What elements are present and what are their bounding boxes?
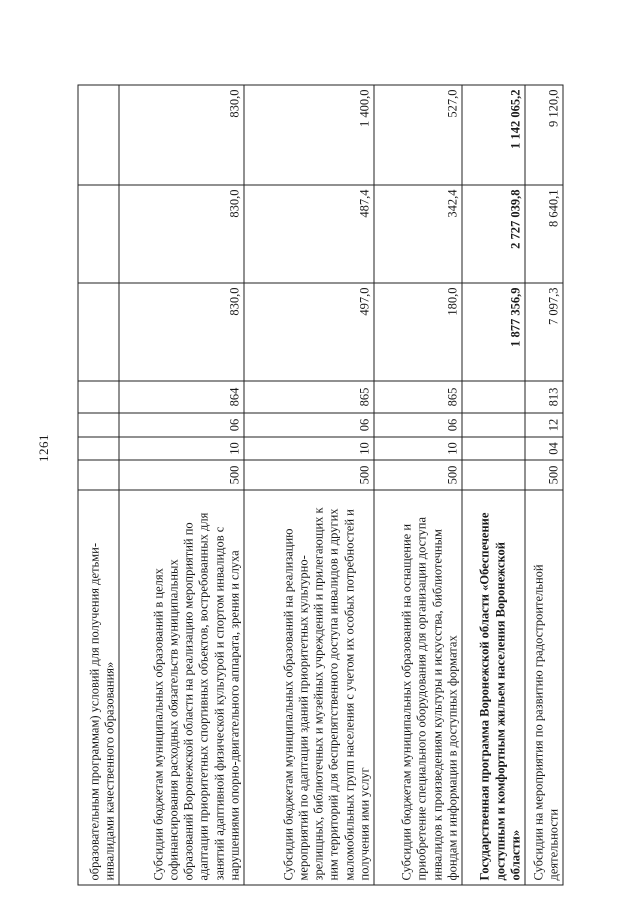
cell-vr: 865 — [244, 381, 374, 413]
cell-value-2: 342,4 — [374, 185, 462, 283]
cell-cs: 12 — [525, 413, 563, 437]
cell-value-2 — [78, 185, 119, 283]
cell-rz: 500 — [244, 460, 374, 490]
table-row — [462, 85, 525, 885]
cell-rz: 500 — [525, 460, 563, 490]
cell-pr: 04 — [525, 437, 563, 460]
cell-cs: 06 — [374, 413, 462, 437]
cell-value-1 — [78, 283, 119, 381]
cell-pr — [78, 437, 119, 460]
cell-rz: 500 — [119, 460, 244, 490]
cell-value-1: 1 877 356,9 — [462, 283, 525, 381]
cell-vr — [462, 381, 525, 413]
cell-rz — [78, 460, 119, 490]
cell-value-2: 830,0 — [119, 185, 244, 283]
cell-value-3: 9 120,0 — [525, 85, 563, 185]
row-name: Государственная программа Воронежской области «Обеспечение доступным и комфортным жильем населения Воронежской области» — [462, 490, 525, 885]
row-name: Субсидии бюджетам муниципальных образований на оснащение и приобретение специального оборудования для организации доступа инвалидов к произведениям культуры и искусства, библиотечным фондам и информации в доступных форматах — [374, 490, 462, 885]
cell-value-2: 8 640,1 — [525, 185, 563, 283]
table-row — [78, 85, 119, 885]
row-name: образовательным программам) условий для получения детьми-инвалидами качественного образования» — [78, 490, 119, 885]
cell-pr: 10 — [244, 437, 374, 460]
cell-value-3: 830,0 — [119, 85, 244, 185]
budget-table-rotated — [78, 85, 563, 885]
row-name: Субсидии бюджетам муниципальных образований на реализацию мероприятий по адаптации зданий приоритетных культурно-зрелищных, библиотечных и музейных учреждений и прилегающих к ним территорий для беспрепятственного доступа инвалидов и других маломобильных групп населения с учетом их особых потребностей и получения ими услуг — [244, 490, 374, 885]
cell-rz — [462, 460, 525, 490]
cell-value-3 — [78, 85, 119, 185]
row-name: Субсидии на мероприятия по развитию градостроительной деятельности — [525, 490, 563, 885]
cell-cs: 06 — [244, 413, 374, 437]
cell-cs — [78, 413, 119, 437]
cell-rz: 500 — [374, 460, 462, 490]
table-row — [244, 85, 374, 885]
cell-value-1: 180,0 — [374, 283, 462, 381]
cell-value-3: 527,0 — [374, 85, 462, 185]
cell-pr: 10 — [119, 437, 244, 460]
cell-value-2: 487,4 — [244, 185, 374, 283]
cell-value-3: 1 142 065,2 — [462, 85, 525, 185]
cell-value-3: 1 400,0 — [244, 85, 374, 185]
cell-value-1: 830,0 — [119, 283, 244, 381]
page-number: 1261 — [36, 434, 51, 462]
cell-vr: 865 — [374, 381, 462, 413]
table-row — [525, 85, 563, 885]
cell-cs — [462, 413, 525, 437]
cell-pr — [462, 437, 525, 460]
row-name: Субсидии бюджетам муниципальных образований в целях софинансирования расходных обязательств муниципальных образований Воронежской области на реализацию мероприятий по адаптации приоритетных спортивных объектов, востребованных для занятий адаптивной физической культурой и спортом инвалидов с нарушениями опорно-двигательного аппарата, зрения и слуха — [119, 490, 244, 885]
budget-table — [78, 84, 564, 885]
cell-value-2: 2 727 039,8 — [462, 185, 525, 283]
cell-pr: 10 — [374, 437, 462, 460]
cell-cs: 06 — [119, 413, 244, 437]
cell-value-1: 7 097,3 — [525, 283, 563, 381]
cell-value-1: 497,0 — [244, 283, 374, 381]
cell-vr: 813 — [525, 381, 563, 413]
cell-vr — [78, 381, 119, 413]
cell-vr: 864 — [119, 381, 244, 413]
table-row — [119, 85, 244, 885]
table-row — [374, 85, 462, 885]
